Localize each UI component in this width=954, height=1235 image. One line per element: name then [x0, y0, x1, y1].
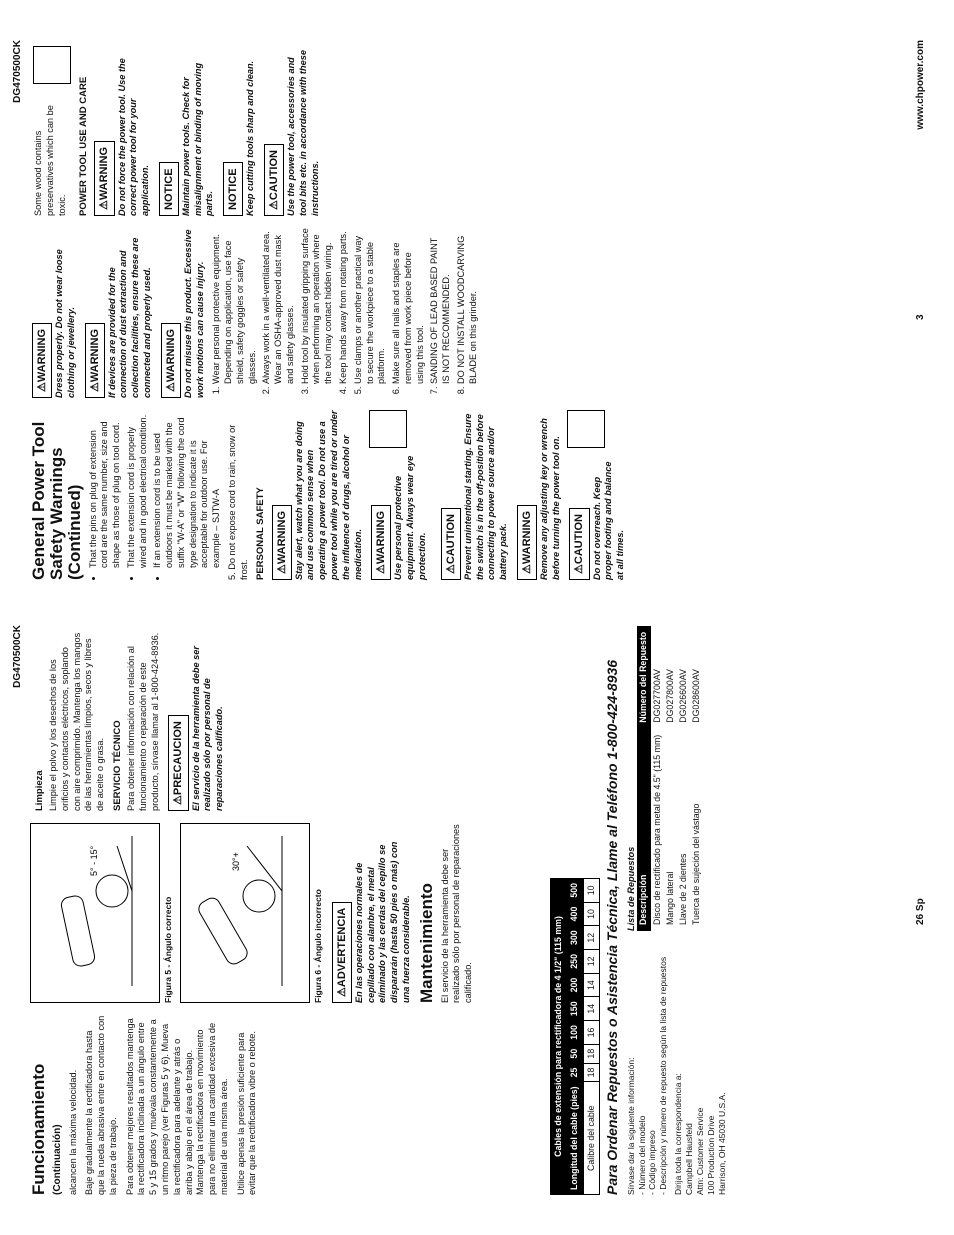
cables-header-row: Longitud del cable (pies) 25 50 100 150 200 250 300 400 500: [567, 878, 583, 1194]
page-number: 26 Sp: [915, 898, 927, 925]
parts-row: Tuerca de sujeción del vástago DG028600AV: [691, 669, 702, 925]
para-4: Utilice apenas la presión suficiente para evitar que la rectificadora vibre o rebote.: [235, 1031, 258, 1195]
eye-protection-icon: [369, 410, 407, 448]
notice-text: Keep cutting tools sharp and clean.: [245, 60, 256, 216]
warning-text: If devices are provided for the connection of dust extraction and collection facilities, ensure these are connected and properly used.: [106, 237, 152, 398]
column-1: [30, 1015, 264, 1195]
cables-table: [550, 878, 600, 1195]
parts-row: Llave de 2 dientes DG026600AV: [678, 669, 689, 925]
limpieza-title: Limpieza: [34, 770, 45, 811]
safety-list: 1. Wear personal protective equipment. Depending on application, use face shield, safety goggles or safety glasses. 2. Always work in a well-ventilated area. Wear an OSHA-approved dust mask and safety glasses. 3. Hold tool by insulated gripping surface when performing an operation where the tool may contact hidden wiring. 4. Keep hands away from rotating parts. 5. Use clamps or another practical way to secure the workpiece to a stable platform. 6. Make sure all nails and staples are removed from work piece before using this tool. 7. SANDING OF LEAD BASED PAINT IS NOT RECOMMENDED. 8. DO NOT INSTALL WOODCARVING BLADE on this grinder.: [211, 228, 479, 384]
page-title: General Power Tool Safety Warnings (Continued): [29, 421, 84, 580]
caution-text: Prevent unintentional starting. Ensure the switch is in the off-position before connecting to power source and/or battery pack.: [462, 413, 509, 580]
figure-6-caption: Figura 6 - Ángulo incorrecto: [312, 889, 323, 1003]
advertencia-label: ⚠ADVERTENCIA: [332, 902, 352, 1003]
figure-5: [30, 823, 160, 1003]
precaucion-text: El servicio de la herramienta debe ser realizado sólo por personal de reparaciones calificado.: [190, 646, 225, 811]
cables-row: Calibre del cable 18 18 16 14 14 12 12 10 10: [583, 878, 599, 1194]
personal-safety-title: PERSONAL SAFETY: [255, 487, 267, 580]
mantenimiento-text: El servicio de la herramienta debe ser realizado sólo por personal de reparaciones calificado.: [439, 824, 474, 1003]
order-area: [626, 625, 728, 1195]
grinder-illustration: [37, 831, 152, 996]
ladder-icon: [567, 410, 605, 448]
warning-text: Do not force the power tool. Use the correct power tool for your application.: [116, 58, 151, 216]
figure-5-caption: Figura 5 - Ángulo correcto: [163, 896, 173, 1003]
page-title: Funcionamiento: [29, 1063, 48, 1195]
advertencia-text: En las operaciones normales de cepillado con alambre, el metal eliminado y las cerdas del cepillo se dispararán (hasta 50 pies o más) con una fuerza considerable.: [353, 841, 411, 1003]
page-number: 3: [915, 314, 927, 320]
english-page: [12, 40, 927, 580]
column-3: [30, 46, 326, 216]
item-9-block: [33, 46, 73, 216]
warning-label: ⚠WARNING: [94, 141, 114, 216]
column-1: [30, 410, 637, 580]
item-9: Some wood contains preservatives which can be toxic.: [33, 105, 67, 216]
fig6-angle: 30°+: [230, 852, 241, 871]
parts-row: Disco de rectificado para metal de 4.5" (115 mm) DG027700AV: [651, 669, 662, 925]
subtitle: (Continuación): [51, 1124, 63, 1195]
parts-row: Mango lateral DG027800AV: [664, 669, 675, 925]
para-1: alcancen la máxima velocidad.: [67, 1069, 78, 1195]
warning-label: ⚠WARNING: [517, 505, 537, 580]
model-number: DG470500CK: [12, 40, 23, 103]
order-info: Sírvase dar la siguiente información: - Número del modelo - Código impreso - Descripción y número de repuesto según la lista de repuestos Dirija toda la correspondencia a: Campbell Hausfeld Attn: Customer Service 100 Production Drive Harrison, OH 45030 U.S.A.: [625, 956, 727, 1195]
grinder-illustration: [187, 831, 302, 996]
warning-label: ⚠WARNING: [161, 323, 181, 398]
para-2: Baje gradualmente la rectificadora hasta que la rueda abrasiva entre en contacto con la pieza de trabajo.: [84, 1015, 118, 1195]
cables-caption: Cables de extensión para rectificadora de 4 1/2" (115 mm): [551, 878, 567, 1194]
warning-label: ⚠WARNING: [371, 505, 391, 580]
warning-label: ⚠WARNING: [85, 323, 105, 398]
servicio-text: Para obtener información con relación al funcionamiento o reparación de este producto, sírvase llamar al 1-800-424-8936.: [126, 632, 160, 811]
item-5: 5. Do not expose cord to rain, snow or frost.: [226, 424, 249, 580]
caution-text: Do not overreach. Keep proper footing and balance at all times.: [591, 461, 626, 580]
figure-6: [180, 823, 310, 1003]
dust-mask-icon: [33, 46, 71, 84]
warning-label: ⚠WARNING: [272, 505, 292, 580]
warning-block: [369, 410, 433, 580]
column-3: [30, 631, 231, 811]
para-3: Para obtener mejores resultados mantenga la rectificadora inclinada a un ángulo entre 5 y 15 grados y muévala constantemente a un ritmo parejo (ver Figuras 5 y 6). Mueva la rectificadora para adelante y atrás o arriba y abajo en el área de trabajo. Mantenga la rectificadora en movimiento para no eliminar una cantidad excesiva de material de una misma área.: [124, 1018, 229, 1195]
servicio-title: SERVICIO TÉCNICO: [111, 720, 123, 811]
warning-text: Dress properly. Do not wear loose clothing or jewellery.: [54, 249, 76, 398]
mantenimiento-title: Mantenimiento: [416, 883, 436, 1003]
warning-text: Use personal protective equipment. Always wear eye protection.: [393, 455, 427, 580]
parts-table: Descripción Número del Repuesto Disco de rectificado para metal de 4.5" (115 mm) DG027700AV Mango lateral DG027800AV Llave de 2 dientes DG026600AV Tuerca de sujeción del vástago DG028600AV: [637, 626, 703, 931]
warning-text: Stay alert, watch what you are doing and use common sense when operating a power tool. Do not use a power tool while you are tired or under the influence of drugs, alcohol or medication.: [293, 410, 363, 580]
website-link[interactable]: www.chpower.com: [915, 40, 927, 130]
fig5-angle: 5° - 15°: [89, 845, 99, 876]
precaucion-label: ⚠PRECAUCION: [168, 715, 188, 811]
caution-block: [567, 410, 631, 580]
column-2: [30, 823, 480, 1003]
limpieza-text: Limpie el polvo y los desechos de los orificios y contactos eléctricos, soplando con aire comprimido. Mantenga los mangos de las herramientas limpios, secos y libres de aceite o grasa.: [48, 632, 106, 811]
caution-label: ⚠CAUTION: [569, 508, 589, 580]
caution-text: Use the power tool, accessories and tool bits etc. in accordance with these instructions.: [286, 50, 320, 216]
warning-label: ⚠WARNING: [32, 323, 52, 398]
warning-text: Remove any adjusting key or wrench before turning the power tool on.: [538, 418, 561, 580]
tool-use-title: POWER TOOL USE AND CARE: [78, 76, 90, 216]
notice-label: NOTICE: [223, 162, 243, 216]
caution-label: ⚠CAUTION: [264, 144, 284, 216]
spanish-page: [12, 625, 927, 1195]
extension-list: • That the pins on plug of extension cord are the same number, size and shape as those of plug on tool cord. • That the extension cord is properly wired and in good electrical condition. • If an extension cord is to be used outdoors it must be marked with the suffix "W-A" or "W" following the cord type designation to indicate it is acceptable for outdoor use. For example – SJTW-A: [88, 410, 223, 568]
lower-section: [550, 625, 728, 1195]
notice-label: NOTICE: [159, 162, 179, 216]
warning-text: Do not misuse this product. Excessive work motions can cause injury.: [182, 229, 205, 398]
caution-label: ⚠CAUTION: [441, 508, 461, 580]
column-2: [30, 228, 483, 398]
notice-text: Maintain power tools. Check for misalignment or binding of moving parts.: [180, 62, 215, 216]
order-title: Para Ordenar Repuestos o Asistencia Técnica, Llame al Teléfono 1-800-424-8936: [603, 659, 620, 1195]
model-number: DG470500CK: [12, 625, 23, 688]
parts-list: Lista de Repuestos Descripción Número del Repuesto Disco de rectificado para metal de 4.5" (115 mm) DG027700AV Mango lateral DG027800AV Llave de 2 dientes DG026600AV Tuerca de sujeción del vástago DG028600AV: [626, 626, 728, 931]
